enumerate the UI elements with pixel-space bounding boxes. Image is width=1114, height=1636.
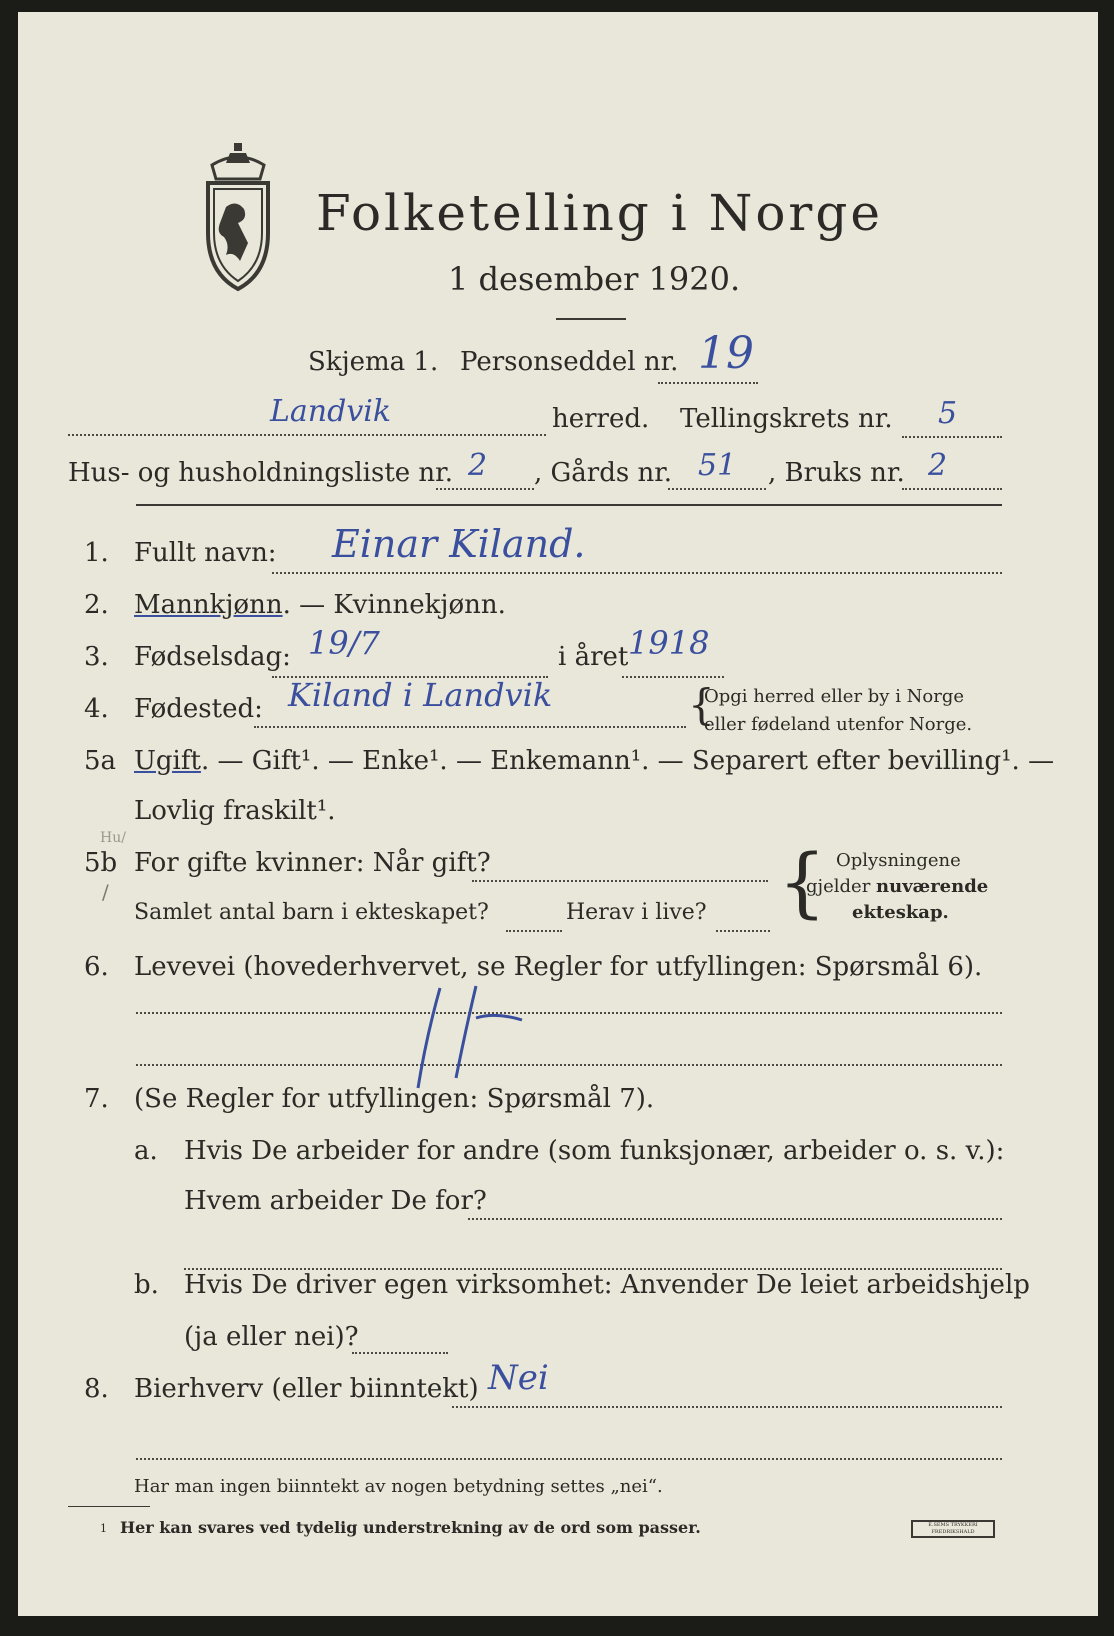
q3-label: Fødselsdag: xyxy=(134,642,291,672)
gards-value[interactable]: 51 xyxy=(698,448,737,483)
coat-of-arms-icon xyxy=(190,137,286,297)
q1-number: 1. xyxy=(84,538,109,568)
herred-value[interactable]: Landvik xyxy=(270,394,392,429)
margin-mark-2: / xyxy=(102,880,109,904)
gards-line xyxy=(668,488,766,490)
q1-label: Fullt navn: xyxy=(134,538,277,568)
footnote-text: Her kan svares ved tydelig understrekning av de ord som passer. xyxy=(120,1518,701,1537)
personseddel-line xyxy=(658,382,758,384)
q5b-note-line1: Oplysningene xyxy=(836,850,961,871)
q7-label: (Se Regler for utfyllingen: Spørsmål 7). xyxy=(134,1084,655,1114)
q4-number: 4. xyxy=(84,694,109,724)
personseddel-value[interactable]: 19 xyxy=(698,328,754,379)
tellingskrets-line xyxy=(902,436,1002,438)
q7-number: 7. xyxy=(84,1084,109,1114)
q7b-label: Hvis De driver egen virksomhet: Anvender De leiet arbeidshjelp xyxy=(184,1270,1030,1300)
q5b-alive-line xyxy=(716,930,770,932)
q7b-answer-line xyxy=(352,1352,448,1354)
q8-number: 8. xyxy=(84,1374,109,1404)
q4-label: Fødested: xyxy=(134,694,263,724)
q8-line xyxy=(452,1406,1002,1408)
q4-value[interactable]: Kiland i Landvik xyxy=(288,676,553,714)
footer-note: Har man ingen biinntekt av nogen betydning settes „nei“. xyxy=(134,1476,663,1497)
printer-stamp: E.SEMS TRYKKERI FREDRIKSHALD xyxy=(911,1520,995,1538)
herred-line xyxy=(68,434,546,436)
q2-separator: . — xyxy=(282,590,334,620)
q2-male-option[interactable]: Mannkjønn xyxy=(134,590,283,620)
q4-note-line2: eller fødeland utenfor Norge. xyxy=(704,714,973,735)
q5b-brace: { xyxy=(778,837,827,926)
q5b-alive-label: Herav i live? xyxy=(566,900,707,925)
q7a-number: a. xyxy=(134,1136,158,1166)
q7a-employer-label: Hvem arbeider De for? xyxy=(184,1186,487,1216)
footnote-rule xyxy=(68,1506,150,1507)
q5a-options xyxy=(134,746,1054,776)
tellingskrets-label: Tellingskrets nr. xyxy=(680,404,893,434)
q5b-note-line3: ekteskap. xyxy=(852,902,949,923)
q2-female-option[interactable]: Kvinnekjønn xyxy=(333,590,498,620)
q6-label: Levevei (hovederhvervet, se Regler for utfyllingen: Spørsmål 6). xyxy=(134,952,983,982)
q4-line xyxy=(254,726,686,728)
q2-end: . xyxy=(497,590,506,620)
q6-line-1 xyxy=(136,1012,1002,1014)
personseddel-label: Personseddel nr. xyxy=(460,347,679,377)
q4-brace: { xyxy=(688,680,715,729)
form-date: 1 desember 1920. xyxy=(448,260,741,298)
q6-value-mark[interactable] xyxy=(378,978,558,1098)
q5a-other-options: . — Gift¹. — Enke¹. — Enkemann¹. — Separert efter bevilling¹. — xyxy=(200,746,1055,776)
margin-mark-1: Hu/ xyxy=(100,830,126,846)
q3-day-value[interactable]: 19/7 xyxy=(308,624,380,662)
hus-line xyxy=(436,488,534,490)
q8-line-2 xyxy=(136,1458,1002,1460)
q7a-label: Hvis De arbeider for andre (som funksjonær, arbeider o. s. v.): xyxy=(184,1136,1005,1166)
q2-number: 2. xyxy=(84,590,109,620)
form-title: Folketelling i Norge xyxy=(316,184,883,242)
q5b-married-line xyxy=(472,880,768,882)
q7a-employer-line xyxy=(468,1218,1002,1220)
q4-note-line1: Opgi herred eller by i Norge xyxy=(704,686,965,707)
q6-number: 6. xyxy=(84,952,109,982)
herred-label: herred. xyxy=(552,404,650,434)
q8-value[interactable]: Nei xyxy=(488,1358,549,1398)
q7b-answer-label: (ja eller nei)? xyxy=(184,1322,359,1352)
q3-year-line xyxy=(622,676,724,678)
census-form-page xyxy=(18,12,1098,1616)
q1-value[interactable]: Einar Kiland. xyxy=(332,522,586,566)
bruks-label: , Bruks nr. xyxy=(768,458,905,488)
q5b-note-gjelder: gjelder xyxy=(806,876,877,897)
q2-options xyxy=(134,590,506,620)
q5a-ugift-option[interactable]: Ugift xyxy=(134,746,201,776)
tellingskrets-value[interactable]: 5 xyxy=(938,396,958,431)
q5a-number: 5a xyxy=(84,746,117,776)
schema-label: Skjema 1. xyxy=(308,347,439,377)
q3-year-label: i året xyxy=(558,642,629,672)
title-divider xyxy=(556,318,626,320)
q3-year-value[interactable]: 1918 xyxy=(628,624,710,662)
q6-line-2 xyxy=(136,1064,1002,1066)
q1-line xyxy=(272,572,1002,574)
q5a-line2[interactable]: Lovlig fraskilt¹. xyxy=(134,796,336,826)
q5b-number: 5b xyxy=(84,848,118,878)
q5b-children-label: Samlet antal barn i ekteskapet? xyxy=(134,900,489,925)
bruks-line xyxy=(902,488,1002,490)
q5b-note-line2 xyxy=(806,876,988,897)
header-rule xyxy=(136,504,1002,506)
q5b-children-line xyxy=(506,930,562,932)
footnote-mark: 1 xyxy=(100,1522,107,1535)
q5b-married-label: For gifte kvinner: Når gift? xyxy=(134,848,491,878)
hus-value[interactable]: 2 xyxy=(468,448,488,483)
q3-number: 3. xyxy=(84,642,109,672)
bruks-value[interactable]: 2 xyxy=(928,448,948,483)
q7b-number: b. xyxy=(134,1270,159,1300)
gards-label: , Gårds nr. xyxy=(534,458,673,488)
q5b-note-nuvaerende: nuværende xyxy=(876,876,989,897)
hus-label: Hus- og husholdningsliste nr. xyxy=(68,458,454,488)
q8-label: Bierhverv (eller biinntekt) xyxy=(134,1374,479,1404)
